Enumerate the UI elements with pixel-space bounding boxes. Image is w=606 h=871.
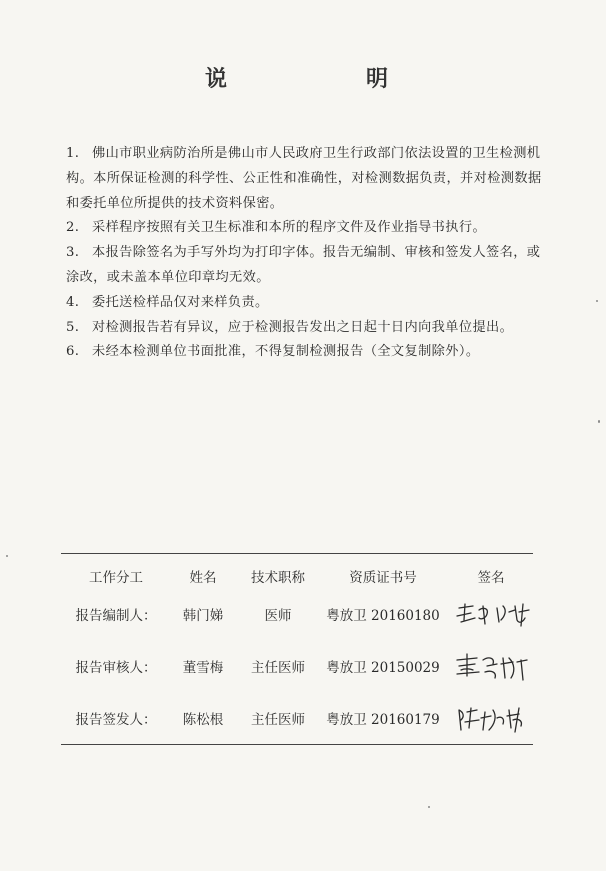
role-cell: 报告签发人： <box>75 712 157 728</box>
cert-cell: 粤放卫 20160180 <box>326 608 440 624</box>
header-cert: 资质证书号 <box>349 570 417 586</box>
name-cell: 陈松根 <box>182 712 224 728</box>
scan-speck <box>6 555 8 557</box>
note-item <box>66 216 546 241</box>
note-item <box>66 316 546 341</box>
title-char-2: 明 <box>366 67 389 92</box>
note-number: 5. <box>66 319 80 335</box>
note-item <box>66 142 546 216</box>
name-cell: 韩门娣 <box>182 608 224 624</box>
role-cell: 报告审核人： <box>75 660 157 676</box>
header-role: 工作分工 <box>89 570 143 586</box>
note-item <box>66 291 546 316</box>
note-number: 3. <box>66 245 80 261</box>
scan-speck <box>598 420 600 423</box>
title-cell: 主任医师 <box>251 712 305 728</box>
note-text: 委托送检样品仅对来样负责。 <box>92 294 269 310</box>
note-text: 未经本检测单位书面批准，不得复制检测报告（全文复制除外）。 <box>92 344 480 360</box>
handwritten-signature <box>453 702 533 736</box>
header-name: 姓名 <box>189 570 217 586</box>
title-cell: 主任医师 <box>251 660 305 676</box>
scan-speck <box>596 300 598 302</box>
handwritten-signature <box>453 598 533 632</box>
note-number: 4. <box>66 294 80 310</box>
signature-table <box>61 553 533 745</box>
header-title: 技术职称 <box>251 570 305 586</box>
note-text: 本报告除签名为手写外均为打印字体。报告无编制、审核和签发人签名，或涂改，或未盖本单位印章均无效。 <box>66 245 541 285</box>
note-number: 2. <box>66 220 80 236</box>
note-item <box>66 241 546 291</box>
note-text: 采样程序按照有关卫生标准和本所的程序文件及作业指导书执行。 <box>92 220 487 236</box>
note-text: 佛山市职业病防治所是佛山市人民政府卫生行政部门依法设置的卫生检测机构。本所保证检测的科学性、公正性和准确性，对检测数据负责，并对检测数据和委托单位所提供的技术资料保密。 <box>66 146 542 211</box>
note-number: 1. <box>66 146 80 161</box>
role-cell: 报告编制人： <box>75 608 157 624</box>
note-text: 对检测报告若有异议，应于检测报告发出之日起十日内向我单位提出。 <box>92 319 514 335</box>
title-char-1: 说 <box>205 67 228 92</box>
header-signature: 签名 <box>477 570 505 586</box>
cert-cell: 粤放卫 20150029 <box>326 660 440 676</box>
cert-cell: 粤放卫 20160179 <box>326 712 440 728</box>
note-item <box>66 340 546 365</box>
name-cell: 董雪梅 <box>182 660 224 676</box>
note-number: 6. <box>66 344 80 360</box>
notes-list <box>66 142 546 365</box>
title-cell: 医师 <box>264 608 292 624</box>
handwritten-signature <box>453 650 533 686</box>
scan-speck <box>428 806 430 808</box>
